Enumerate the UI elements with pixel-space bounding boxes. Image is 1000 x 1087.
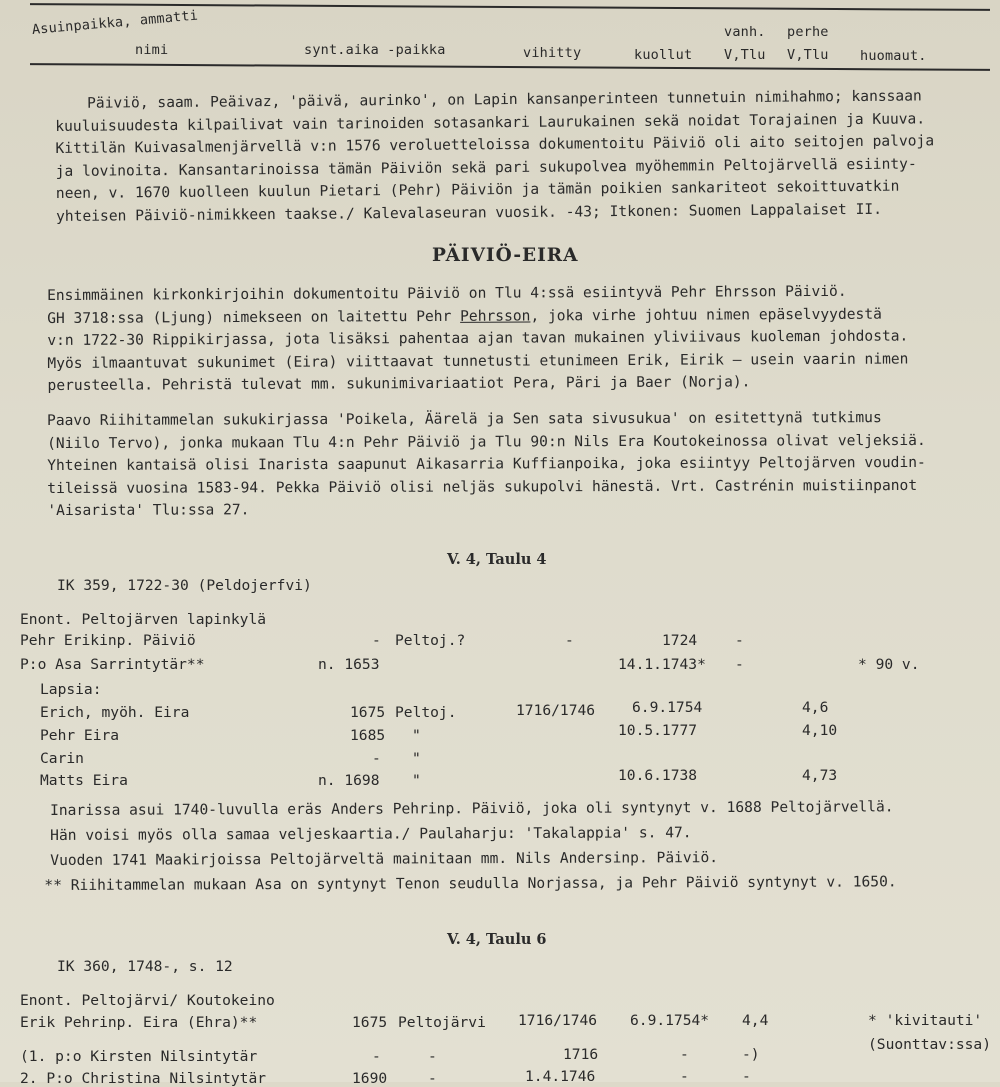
paragraph-line: Paavo Riihitammelan sukukirjassa 'Poikela, Äärelä ja Sen sata sivusukua' on esitettynä tutkimus <box>47 409 882 429</box>
note-line: Vuoden 1741 Maakirjoissa Peltojärveltä mainitaan mm. Nils Andersinp. Päiviö. <box>50 849 719 869</box>
intro-paragraph <box>55 85 935 228</box>
header-col-birth: synt.aika -paikka <box>304 42 446 58</box>
t6-note: (Suonttav:ssa) <box>868 1036 992 1053</box>
t4-place: Peltoj. <box>395 704 457 721</box>
t6-name: Erik Pehrinp. Eira (Ehra)** <box>20 1014 258 1031</box>
table6-heading: V. 4, Taulu 6 <box>447 931 547 948</box>
header-col-notes: huomaut. <box>860 48 927 64</box>
underlined-name: Pehrsson <box>460 307 531 325</box>
t4-died: 1724 <box>662 632 698 649</box>
paragraph-line: tileissä vuosina 1583-94. Pekka Päiviö olisi neljäs sukupolvi hänestä. Vrt. Castrénin muistiinpanot <box>47 476 918 497</box>
header-col-married: vihitty <box>523 45 582 61</box>
t6-place: - <box>428 1048 437 1065</box>
intro-line: kuuluisuudesta kilpailivat vain tarinoiden sotasankari Laurukainen sekä noidat Torajainen ja Kuuva. <box>55 110 926 135</box>
t6-born: 1690 <box>352 1070 388 1087</box>
t4-note: * 90 v. <box>858 656 920 673</box>
intro-line: ja lovinoita. Kansantarinoissa tämän Päiviön sekä pari sukupolvea myöhemmin Peltojärvellä esiinty- <box>55 155 917 180</box>
note-line: Hän voisi myös olla samaa veljeskaartia./ Paulaharju: 'Takalappia' s. 47. <box>50 824 692 844</box>
table4-notes <box>44 794 897 898</box>
note-line: Inarissa asui 1740-luvulla eräs Anders Pehrinp. Päiviö, joka oli syntynyt v. 1688 Peltojärvellä. <box>50 798 894 819</box>
t6-born: 1675 <box>352 1014 388 1031</box>
t4-born: - <box>372 632 381 649</box>
t4-name: Pehr Erikinp. Päiviö <box>20 632 196 649</box>
t4-born: n. 1698 <box>318 772 380 789</box>
t4-name: Lapsia: <box>40 681 102 698</box>
t4-parent: - <box>735 632 744 649</box>
table4-place: Enont. Peltojärven lapinkylä <box>20 611 267 628</box>
t4-name: Erich, myöh. Eira <box>40 704 190 721</box>
paragraph-line: perusteella. Pehristä tulevat mm. sukunimivariaatiot Pera, Päri ja Baer (Norja). <box>47 373 751 395</box>
t6-parent: - <box>742 1068 751 1085</box>
header-col-parents-b: V,Tlu <box>724 47 766 63</box>
paragraph-line: Ensimmäinen kirkonkirjoihin dokumentoitu Päiviö on Tlu 4:ssä esiintyvä Pehr Ehrsson Päiviö. <box>47 282 847 304</box>
t4-family: 4,6 <box>802 699 829 716</box>
t6-died: 6.9.1754* <box>630 1012 710 1029</box>
line-part: GH 3718:ssa (Ljung) nimekseen on laitettu Pehr <box>47 307 461 327</box>
intro-line: Päiviö, saam. Peäivaz, 'päivä, aurinko', on Lapin kansanperinteen tunnetuin nimihahmo; kanssaan <box>87 87 922 112</box>
t6-born: - <box>372 1048 381 1065</box>
line-part: , joka virhe johtuu nimen epäselvyydestä <box>530 305 882 325</box>
t6-name: (1. p:o Kirsten Nilsintytär <box>20 1048 258 1065</box>
intro-line: Kittilän Kuivasalmenjärvellä v:n 1576 veroluetteloissa dokumentoitu Päiviö oli aito seitojen palvoja <box>55 132 935 158</box>
note-line: ** Riihitammelan mukaan Asa on syntynyt Tenon seudulla Norjassa, ja Pehr Päiviö syntynyt v. 1650. <box>44 873 897 895</box>
t4-died: 14.1.1743* <box>618 656 706 673</box>
t6-note: * 'kivitauti' <box>868 1012 983 1029</box>
table6-source: IK 360, 1748-, s. 12 <box>57 958 233 975</box>
t6-married: 1716/1746 <box>518 1012 598 1029</box>
paragraph-line: Myös ilmaantuvat sukunimet (Eira) viittaavat tunnetusti etunimeen Erik, Eirik – usein vaarin nimen <box>47 350 909 372</box>
header-bottom-rule <box>30 63 990 71</box>
table4-heading: V. 4, Taulu 4 <box>447 551 547 568</box>
t6-place: Peltojärvi <box>398 1014 486 1031</box>
t4-name: Carin <box>40 750 84 767</box>
t4-born: 1675 <box>350 704 386 721</box>
paragraph-line: Yhteinen kantaisä olisi Inarista saapunut Aikasarria Kuffianpoika, joka esiintyy Peltojärven voudin- <box>47 454 926 475</box>
paragraph-line: v:n 1722-30 Rippikirjassa, jota lisäksi pahentaa ajan tavan mukainen yliviivaus kuoleman johdosta. <box>47 327 909 350</box>
paragraph-first-documented <box>47 280 909 397</box>
paragraph-line: 'Aisarista' Tlu:ssa 27. <box>47 501 250 520</box>
t4-born: 1685 <box>350 727 386 744</box>
t4-married: 1716/1746 <box>516 702 596 719</box>
intro-line: neen, v. 1670 kuolleen kuulun Pietari (Pehr) Päiviön ja tämän poikien sankariteot sekoittuvatkin <box>55 178 900 203</box>
t6-married: 1716 <box>563 1046 599 1063</box>
t4-place: " <box>412 772 421 789</box>
t4-died: 10.5.1777 <box>618 722 698 739</box>
paragraph-riihitammela <box>47 407 926 523</box>
t4-place: Peltoj.? <box>395 632 466 649</box>
t4-family: 4,10 <box>802 722 838 739</box>
header-col-died: kuollut <box>634 47 693 63</box>
t6-parent: -) <box>742 1046 760 1063</box>
t4-place: " <box>412 727 421 744</box>
header-col-family-a: perhe <box>787 24 829 40</box>
t4-family: 4,73 <box>802 767 838 784</box>
t4-parent: - <box>735 656 744 673</box>
t4-name: Pehr Eira <box>40 727 120 744</box>
t4-born: n. 1653 <box>318 656 380 673</box>
header-col-place: Asuinpaikka, ammatti <box>31 7 199 38</box>
header-col-parents-a: vanh. <box>724 24 766 40</box>
t6-place: - <box>428 1070 437 1087</box>
t6-married: 1.4.1746 <box>525 1068 596 1085</box>
paragraph-line: (Niilo Tervo), jonka mukaan Tlu 4:n Pehr Päiviö ja Tlu 90:n Nils Era Koutokeinossa olivat veljeksiä. <box>47 431 926 452</box>
t6-died: - <box>680 1068 689 1085</box>
t6-name: 2. P:o Christina Nilsintytär <box>20 1070 267 1087</box>
intro-line: yhteisen Päiviö-nimikkeen taakse./ Kalevalaseuran vuosik. -43; Itkonen: Suomen Lappalaiset II. <box>56 200 883 225</box>
t4-died: 10.6.1738 <box>618 767 698 784</box>
t4-name: P:o Asa Sarrintytär** <box>20 656 205 673</box>
t6-parent: 4,4 <box>742 1012 769 1029</box>
section-title: PÄIVIÖ-EIRA <box>432 245 579 266</box>
t6-died: - <box>680 1046 689 1063</box>
header-col-name: nimi <box>135 42 169 58</box>
table4-source: IK 359, 1722-30 (Peldojerfvi) <box>57 577 312 594</box>
header-col-family-b: V,Tlu <box>787 47 829 63</box>
t4-died: 6.9.1754 <box>632 699 703 716</box>
t4-place: " <box>412 750 421 767</box>
table6-place: Enont. Peltojärvi/ Koutokeino <box>20 992 275 1009</box>
t4-born: - <box>372 750 381 767</box>
t4-married: - <box>565 632 574 649</box>
t4-name: Matts Eira <box>40 772 128 789</box>
